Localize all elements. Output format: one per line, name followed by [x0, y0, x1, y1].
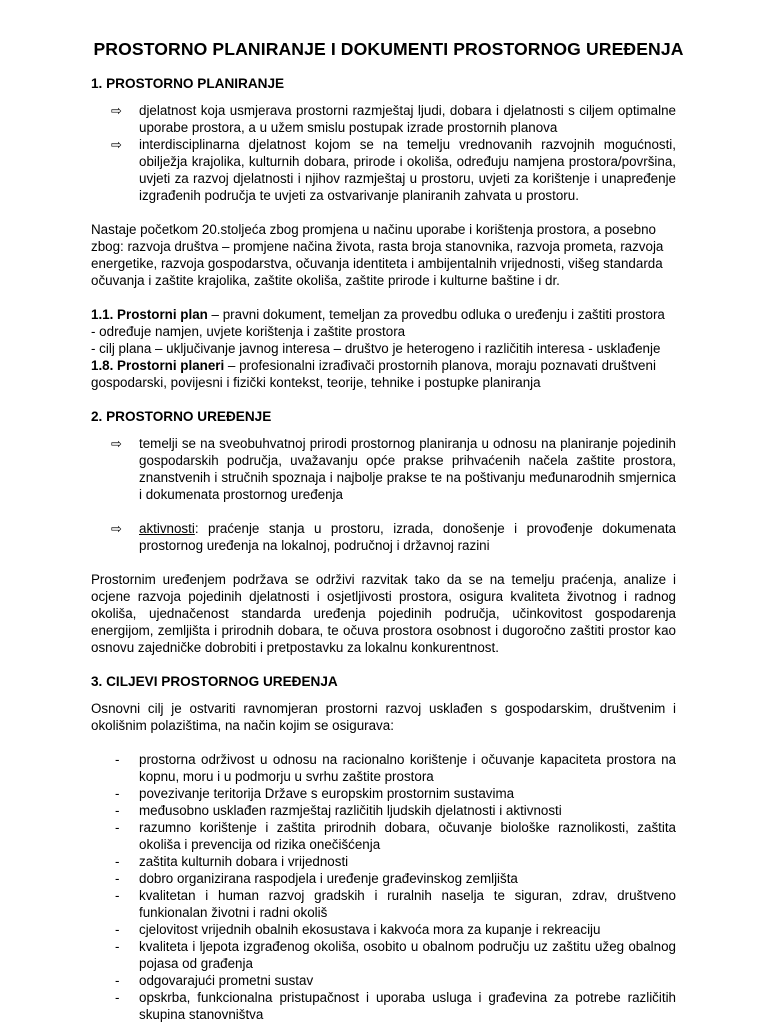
list-item: - cjelovitost vrijednih obalnih ekosustava i kakvoća mora za kupanje i rekreaciju [115, 922, 601, 937]
prostorni-plan-term: 1.1. Prostorni plan [91, 307, 208, 322]
list-item: ⇨ interdisciplinarna djelatnost kojom se na temelju vrednovanih razvojnih mogućnosti, obilježja krajolika, kulturnih dobara, prirode i okoliša, određuju namjena prostora/površina, uvjeti za razvoj djelatnosti i njihov razmještaj u prostoru, uvjeti za korištenje i unapređenje izgrađenih područja te uvjeti za ostvarivanje planiranih zahvata u prostoru. [111, 137, 676, 203]
dash-marker: - [115, 854, 120, 869]
list-item: ⇨ temelji se na sveobuhvatnoj prirodi prostornog planiranja u odnosu na planiranje pojedinih gospodarskih područja, uvažavanju opće prakse prihvaćenih načela zaštite prostora, znanstvenih i stručnih spoznaja i najbolje prakse te na poštivanju međunarodnih smjernica i dokumenata prostornog uređenja [111, 436, 676, 502]
list-item: - razumno korištenje i zaštita prirodnih dobara, očuvanje biološke raznolikosti, zaštita okoliša i prevencija od rizika onečišćenja [115, 820, 676, 852]
prostorni-plan-line-2: - određuje namjen, uvjete korištenja i zaštite prostora [91, 324, 406, 339]
list-item: ⇨ djelatnost koja usmjerava prostorni razmještaj ljudi, dobara i djelatnosti s ciljem optimalne uporabe prostora, a u užem smislu postupak izrade prostornih planova [111, 103, 676, 135]
list-item: - povezivanje teritorija Države s europskim prostornim sustavima [115, 786, 515, 801]
list-item: - dobro organizirana raspodjela i uređenje građevinskog zemljišta [115, 871, 518, 886]
arrow-icon: ⇨ [111, 103, 122, 118]
prostorni-plan-definition: 1.1. Prostorni plan – pravni dokument, temeljan za provedbu odluka o uređenju i zaštiti prostora - određuje namjen, uvjete korištenja i zaštite prostora - cilj plana – uključivanje javnog interesa – društvo je heterogeno i različitih interesa - usklađenje 1.8. Prostorni planeri – profesionalni izrađivači prostornih planova, moraju poznavati društveni gospodarski, povijesni i fizički kontekst, teorije, tehnike i postupke planiranja [91, 306, 676, 391]
arrow-icon: ⇨ [111, 521, 122, 536]
section-2-paragraph: Prostornim uređenjem podržava se održivi razvitak tako da se na temelju praćenja, analize i ocjene razvoja pojedinih djelatnosti i osjetljivosti prostora, osigura kvaliteta životnog i radnog okoliša, ujednačenost standarda uređenja pojedinih područja, učinkovitost gospodarenja energijom, zemljišta i prirodnih dobara, te očuva prostora osobnost i dugoročno zaštiti prostor kao osnovu zajedničke dobrobiti i pretpostavku za lokalnu konkurentnost. [91, 572, 676, 655]
list-item: - prostorna održivost u odnosu na racionalno korištenje i očuvanje kapaciteta prostora na kopnu, moru i u podmorju u svrhu zaštite prostora [115, 752, 676, 784]
dash-marker: - [115, 786, 120, 801]
dash-marker: - [115, 888, 120, 903]
dash-marker: - [115, 939, 120, 954]
arrow-icon: ⇨ [111, 137, 122, 152]
list-item: - zaštita kulturnih dobara i vrijednosti [115, 854, 349, 869]
section-3-intro: Osnovni cilj je ostvariti ravnomjeran prostorni razvoj usklađen s gospodarskim, društvenim i okolišnim polazištima, na način kojim se osigurava: [91, 701, 676, 733]
section-1-paragraph: Nastaje početkom 20.stoljeća zbog promjena u načinu uporabe i korištenja prostora, a posebno zbog: razvoja društva – promjene načina života, rasta broja stanovnika, razvoja prometa, razvoja energetike, razvoja gospodarstva, očuvanja identiteta i ambijentalnih vrijednosti, višeg standarda očuvanja i zaštite krajolika, zaštite okoliša, zaštite prirode i kulturne baštine i dr. [91, 222, 664, 288]
list-item: - međusobno usklađen razmještaj različitih ljudskih djelatnosti i aktivnosti [115, 803, 562, 818]
section-heading-1: 1. PROSTORNO PLANIRANJE [91, 76, 285, 91]
arrow-icon: ⇨ [111, 436, 122, 451]
aktivnosti-term: aktivnosti [139, 521, 195, 536]
list-item: - kvaliteta i ljepota izgrađenog okoliša, osobito u obalnom području uz zaštitu užeg obalnog pojasa od građenja [115, 939, 676, 971]
list-item: - kvalitetan i human razvoj gradskih i ruralnih naselja te siguran, zdrav, društveno funkionalan životni i radni okoliš [115, 888, 676, 920]
section-3-goals-list [91, 751, 676, 1023]
dash-marker: - [115, 973, 120, 988]
list-item: - opskrba, funkcionalna pristupačnost i uporaba usluga i građevina za potrebe različitih skupina stanovništva [115, 990, 676, 1022]
section-heading-3: 3. CILJEVI PROSTORNOG UREĐENJA [91, 674, 338, 689]
list-item: - odgovarajući prometni sustav [115, 973, 314, 988]
dash-marker: - [115, 820, 120, 835]
dash-marker: - [115, 922, 120, 937]
dash-marker: - [115, 752, 120, 767]
dash-marker: - [115, 990, 120, 1005]
dash-marker: - [115, 803, 120, 818]
prostorni-plan-line-3: - cilj plana – uključivanje javnog interesa – društvo je heterogeno i različitih interesa - usklađenje [91, 341, 661, 356]
dash-marker: - [115, 871, 120, 886]
section-1-bullet-list [91, 102, 676, 204]
list-item: ⇨ aktivnosti: praćenje stanja u prostoru, izrada, donošenje i provođenje dokumenata prostornog uređenja na lokalnoj, područnoj i državnoj razini [111, 521, 676, 553]
section-2-bullet-list [91, 435, 676, 554]
document-title: PROSTORNO PLANIRANJE I DOKUMENTI PROSTORNOG UREĐENJA [93, 39, 684, 59]
section-heading-2: 2. PROSTORNO UREĐENJE [91, 409, 272, 424]
prostorni-planeri-term: 1.8. Prostorni planeri [91, 358, 225, 373]
